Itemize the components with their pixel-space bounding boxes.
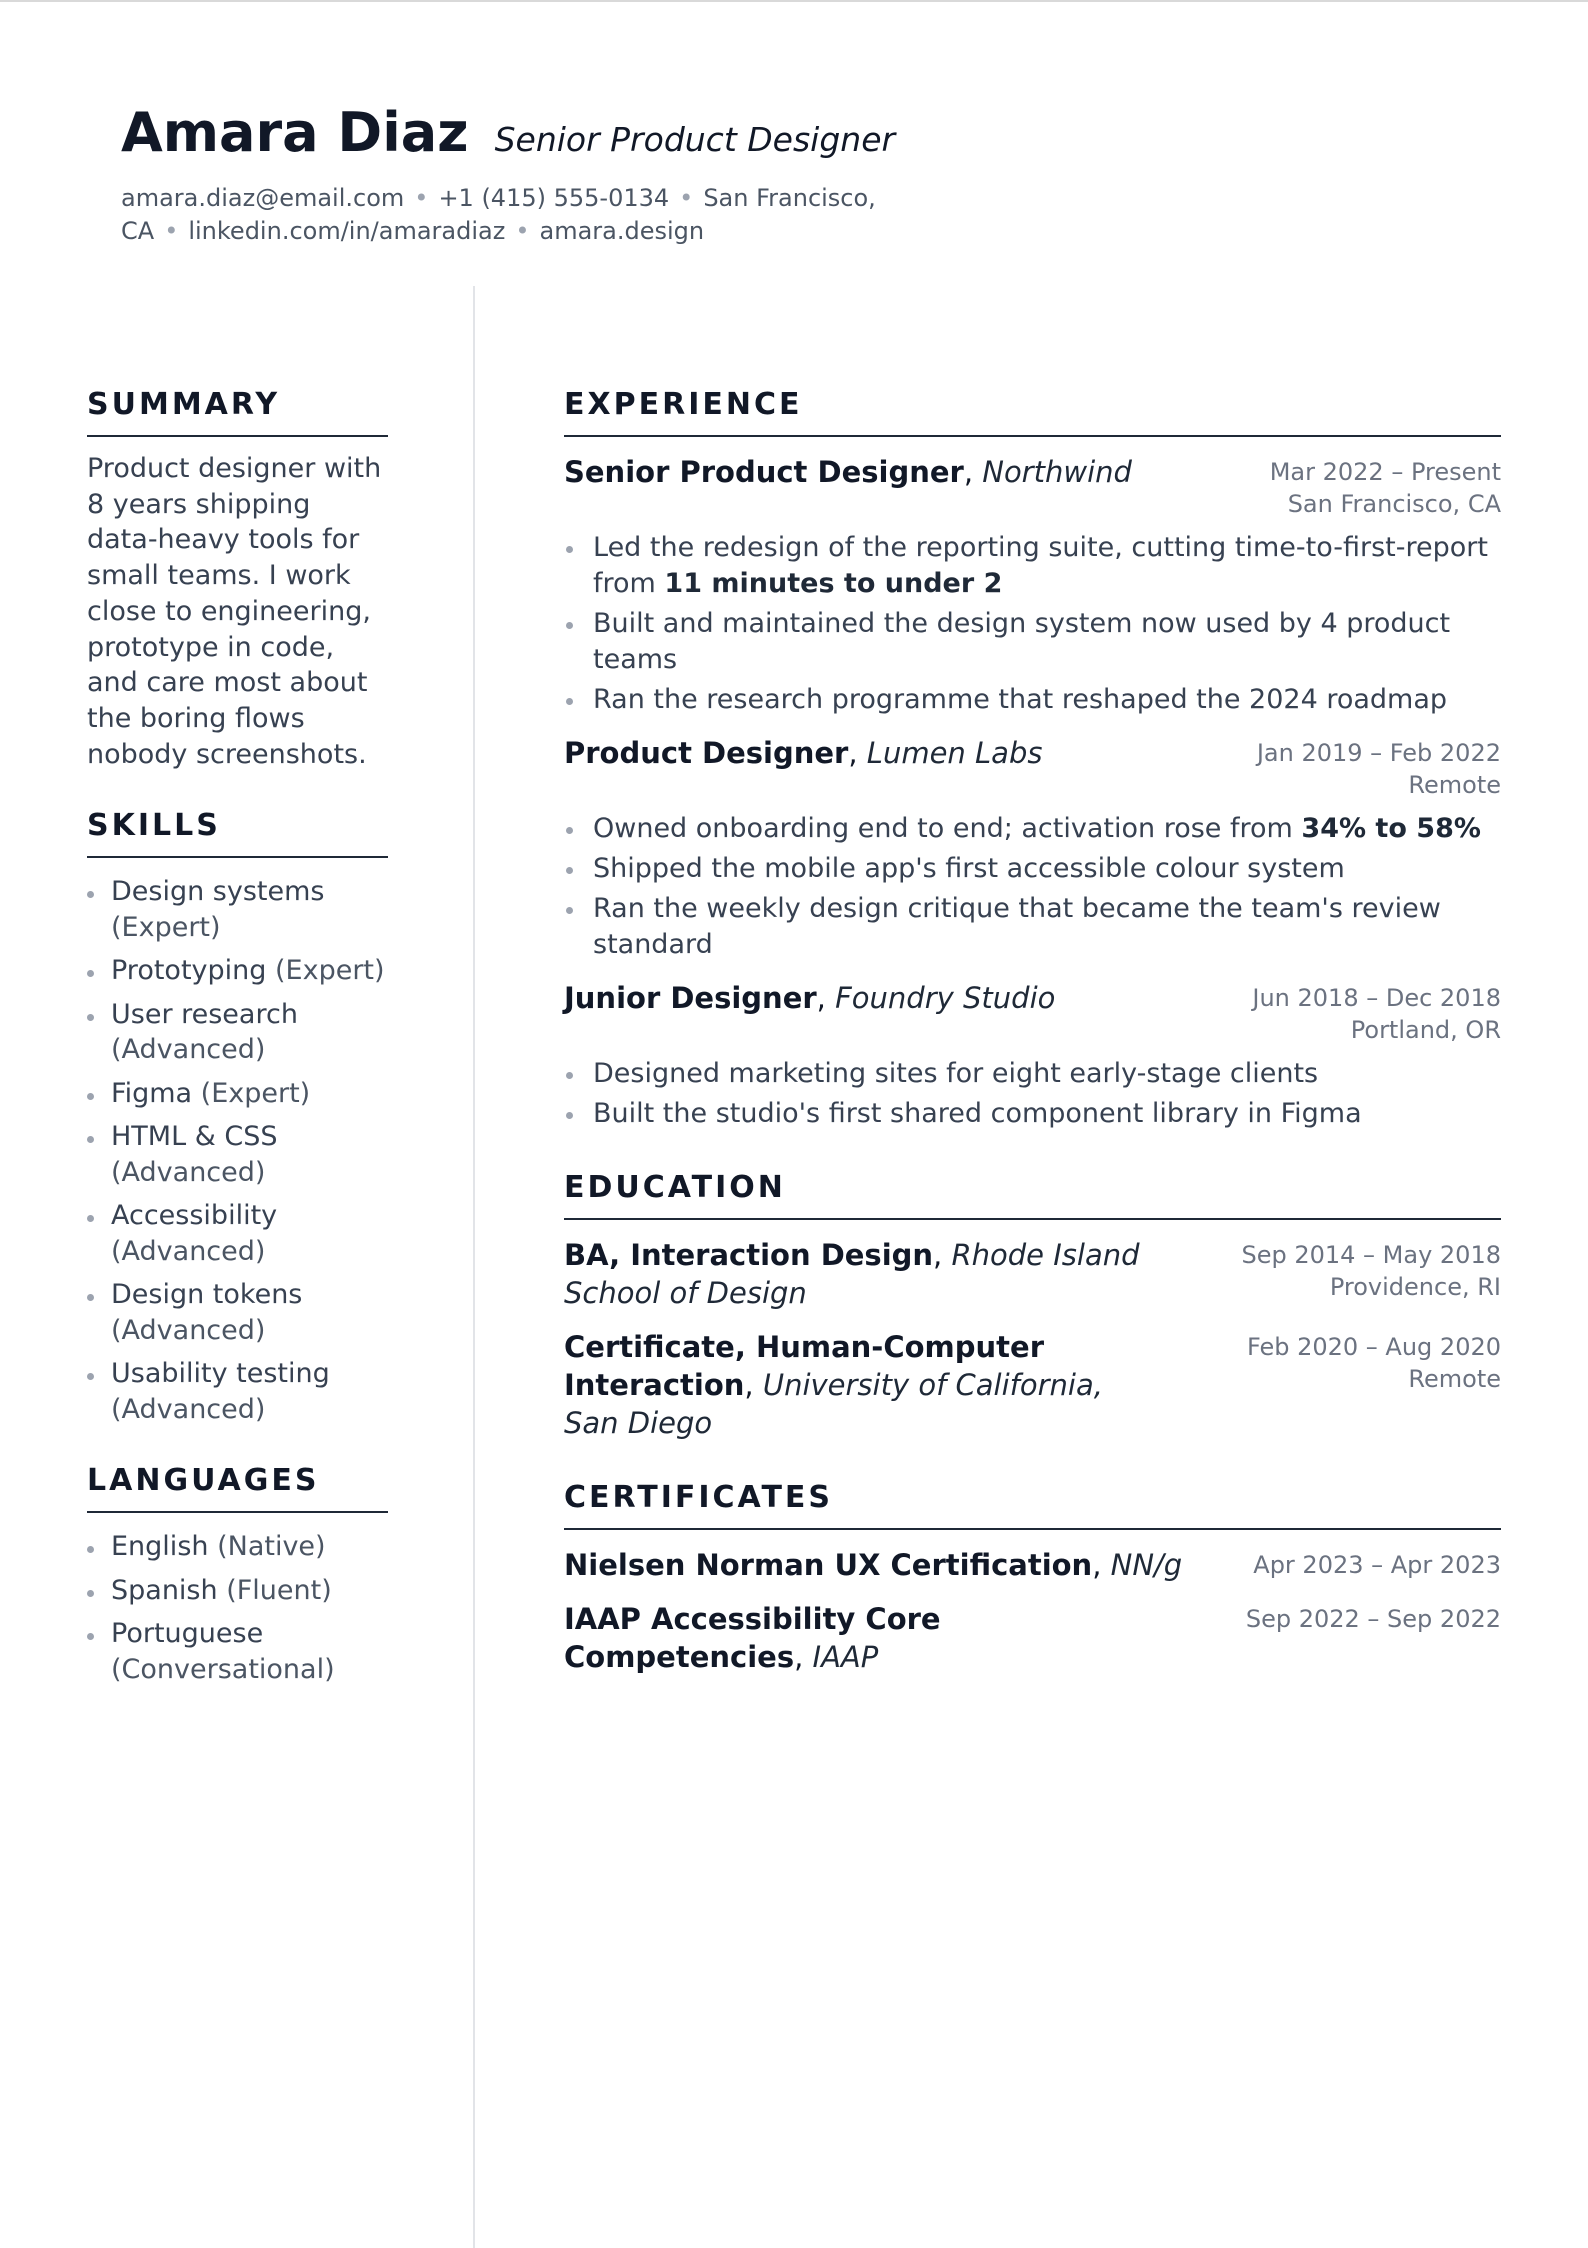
job-header <box>564 734 1501 801</box>
certificate-dates: Apr 2023 – Apr 2023 <box>1253 1551 1501 1579</box>
bullet-dot <box>87 1373 94 1380</box>
bullet-dot <box>566 867 573 874</box>
bullet-text: Led the redesign of the reporting suite, cutting time-to-first-report from <box>593 532 1488 599</box>
job-role: Product Designer <box>564 736 849 770</box>
main-column <box>564 385 1501 1676</box>
education-dates: Feb 2020 – Aug 2020 <box>1246 1333 1501 1361</box>
contact-linkedin[interactable]: linkedin.com/in/amaradiaz <box>188 217 506 245</box>
bullet-dot <box>566 698 573 705</box>
skill-item <box>87 1119 388 1190</box>
education-school: University of California, San Diego <box>564 1368 1103 1440</box>
language-name: Spanish <box>111 1574 218 1606</box>
job-title: Senior Product Designer, Northwind <box>564 455 1132 489</box>
bullet-dot <box>87 1294 94 1301</box>
bullet-highlight: 34% to 58% <box>1301 813 1481 844</box>
skills-section <box>87 806 388 1427</box>
bullet-dot <box>566 827 573 834</box>
bullet-dot <box>566 1072 573 1079</box>
skill-name: Accessibility <box>111 1200 278 1232</box>
skill-name: HTML & CSS <box>111 1121 278 1153</box>
job-entry <box>564 979 1501 1132</box>
job-bullet <box>564 530 1501 602</box>
education-header <box>564 1236 1501 1312</box>
job-entry <box>564 734 1501 963</box>
bullet-dot <box>87 1633 94 1640</box>
languages-list <box>87 1529 388 1687</box>
job-bullets <box>564 530 1501 718</box>
job-bullet <box>564 1096 1501 1132</box>
contact-separator: • <box>414 184 429 212</box>
certificate-dates: Sep 2022 – Sep 2022 <box>1245 1605 1501 1633</box>
skill-item <box>87 1076 388 1112</box>
education-degree: Certificate, Human-Computer Interaction <box>564 1330 1045 1402</box>
contact-info <box>121 182 901 248</box>
certificate-issuer: IAAP <box>812 1640 879 1674</box>
job-location: Remote <box>1408 771 1501 799</box>
contact-separator: • <box>164 217 179 245</box>
job-location: Portland, OR <box>1350 1016 1501 1044</box>
education-dates: Sep 2014 – May 2018 <box>1241 1241 1501 1269</box>
bullet-dot <box>87 1093 94 1100</box>
skill-item <box>87 874 388 945</box>
language-name: English <box>111 1531 209 1563</box>
skill-name: Design tokens <box>111 1279 303 1311</box>
contact-separator: • <box>515 217 530 245</box>
bullet-dot <box>87 1136 94 1143</box>
top-border <box>0 0 1588 2</box>
contact-phone[interactable]: +1 (415) 555-0134 <box>438 184 670 212</box>
language-item <box>87 1616 388 1687</box>
job-company: Foundry Studio <box>835 981 1056 1015</box>
job-role: Senior Product Designer <box>564 455 964 489</box>
bullet-text: Shipped the mobile app's first accessible colour system <box>593 853 1345 884</box>
skill-name: User research <box>111 998 298 1030</box>
bullet-dot <box>87 891 94 898</box>
certificates-heading: CERTIFICATES <box>564 1478 1501 1530</box>
job-bullet <box>564 606 1501 678</box>
bullet-dot <box>87 970 94 977</box>
education-title: Certificate, Human-Computer Interaction, University of California, San Diego <box>564 1330 1103 1440</box>
skill-level: (Advanced) <box>111 1156 266 1188</box>
bullet-text: Designed marketing sites for eight early-stage clients <box>593 1058 1319 1089</box>
job-meta <box>1252 979 1501 1046</box>
skills-list <box>87 874 388 1427</box>
experience-heading: EXPERIENCE <box>564 385 1501 437</box>
job-role: Junior Designer <box>564 981 817 1015</box>
bullet-highlight: 11 minutes to under 2 <box>664 568 1003 599</box>
language-item <box>87 1573 388 1609</box>
education-title: BA, Interaction Design, Rhode Island School of Design <box>564 1238 1140 1310</box>
skill-level: (Expert) <box>111 911 221 943</box>
certificate-name: IAAP Accessibility Core Competencies <box>564 1602 941 1674</box>
bullet-text: Ran the research programme that reshaped the 2024 roadmap <box>593 684 1448 715</box>
skill-name: Figma <box>111 1077 193 1109</box>
certificate-name: Nielsen Norman UX Certification <box>564 1548 1093 1582</box>
certificate-title: IAAP Accessibility Core Competencies, IAAP <box>564 1602 941 1674</box>
summary-heading: SUMMARY <box>87 385 388 437</box>
summary-text: Product designer with 8 years shipping data-heavy tools for small teams. I work close to engineering, prototype in code, and care most about the boring flows nobody screenshots. <box>87 453 382 770</box>
contact-separator: • <box>679 184 694 212</box>
job-location: San Francisco, CA <box>1287 490 1501 518</box>
skill-name: Prototyping <box>111 955 267 987</box>
certificates-section <box>564 1478 1501 1676</box>
bullet-dot <box>566 1112 573 1119</box>
resume-header <box>121 98 921 248</box>
certificate-header <box>564 1546 1501 1584</box>
skill-level: (Expert) <box>275 955 385 987</box>
job-entry <box>564 453 1501 718</box>
skill-level: (Expert) <box>200 1077 311 1109</box>
education-entry <box>564 1328 1501 1442</box>
candidate-role: Senior Product Designer <box>494 120 896 159</box>
education-location: Remote <box>1408 1365 1501 1393</box>
job-dates: Jan 2019 – Feb 2022 <box>1256 739 1501 767</box>
education-meta <box>1241 1236 1501 1303</box>
skill-item <box>87 953 388 989</box>
skill-level: (Advanced) <box>111 1235 266 1267</box>
skill-item <box>87 997 388 1068</box>
job-bullet <box>564 1056 1501 1092</box>
bullet-text: Built the studio's first shared component library in Figma <box>593 1098 1362 1129</box>
skill-name: Design systems <box>111 876 325 908</box>
bullet-text: Ran the weekly design critique that became the team's review standard <box>593 893 1441 960</box>
bullet-text: Owned onboarding end to end; activation rose from <box>593 813 1302 844</box>
skills-heading: SKILLS <box>87 806 388 858</box>
education-location: Providence, RI <box>1329 1273 1501 1301</box>
skill-level: (Advanced) <box>111 1034 266 1066</box>
job-bullet <box>564 811 1501 847</box>
language-level: (Fluent) <box>226 1574 332 1606</box>
education-header <box>564 1328 1501 1442</box>
job-dates: Mar 2022 – Present <box>1269 458 1501 486</box>
column-divider <box>473 286 475 2248</box>
bullet-text: Built and maintained the design system now used by 4 product teams <box>593 608 1451 675</box>
bullet-dot <box>87 1215 94 1222</box>
job-meta <box>1257 734 1501 801</box>
job-header <box>564 979 1501 1046</box>
language-level: (Native) <box>217 1531 326 1563</box>
contact-location: San Francisco, CA <box>121 184 876 245</box>
contact-website[interactable]: amara.design <box>539 217 705 245</box>
candidate-name: Amara Diaz <box>121 101 469 164</box>
education-degree: BA, Interaction Design <box>564 1238 934 1272</box>
languages-heading: LANGUAGES <box>87 1461 388 1513</box>
education-meta <box>1247 1328 1501 1395</box>
job-header <box>564 453 1501 520</box>
certificate-entry <box>564 1546 1501 1584</box>
education-entry <box>564 1236 1501 1312</box>
language-name: Portuguese <box>111 1618 264 1650</box>
job-bullets <box>564 811 1501 963</box>
job-bullet <box>564 851 1501 887</box>
skill-item <box>87 1198 388 1269</box>
skill-level: (Advanced) <box>111 1393 266 1425</box>
bullet-dot <box>87 1546 94 1553</box>
certificate-title: Nielsen Norman UX Certification, NN/g <box>564 1548 1183 1582</box>
education-school: Rhode Island School of Design <box>564 1238 1140 1310</box>
skill-name: Usability testing <box>111 1358 330 1390</box>
skill-item <box>87 1277 388 1348</box>
bullet-dot <box>566 622 573 629</box>
job-meta <box>1270 453 1501 520</box>
language-level: (Conversational) <box>111 1653 335 1685</box>
certificate-entry <box>564 1600 1501 1676</box>
education-heading: EDUCATION <box>564 1168 1501 1220</box>
language-item <box>87 1529 388 1565</box>
job-title: Product Designer, Lumen Labs <box>564 736 1043 770</box>
bullet-dot <box>566 907 573 914</box>
contact-email[interactable]: amara.diaz@email.com <box>121 184 405 212</box>
languages-section <box>87 1461 388 1687</box>
certificate-header <box>564 1600 1501 1676</box>
bullet-dot <box>87 1014 94 1021</box>
skill-item <box>87 1356 388 1427</box>
summary-section <box>87 385 388 772</box>
job-bullet <box>564 891 1501 963</box>
name-row <box>121 98 921 168</box>
experience-section <box>564 385 1501 1132</box>
bullet-dot <box>87 1590 94 1597</box>
job-company: Lumen Labs <box>866 736 1043 770</box>
job-company: Northwind <box>982 455 1132 489</box>
skill-level: (Advanced) <box>111 1314 266 1346</box>
job-dates: Jun 2018 – Dec 2018 <box>1252 984 1501 1012</box>
certificate-issuer: NN/g <box>1110 1548 1183 1582</box>
education-section <box>564 1168 1501 1442</box>
bullet-dot <box>566 546 573 553</box>
job-bullet <box>564 682 1501 718</box>
job-title: Junior Designer, Foundry Studio <box>564 981 1056 1015</box>
sidebar <box>87 385 388 1695</box>
job-bullets <box>564 1056 1501 1132</box>
